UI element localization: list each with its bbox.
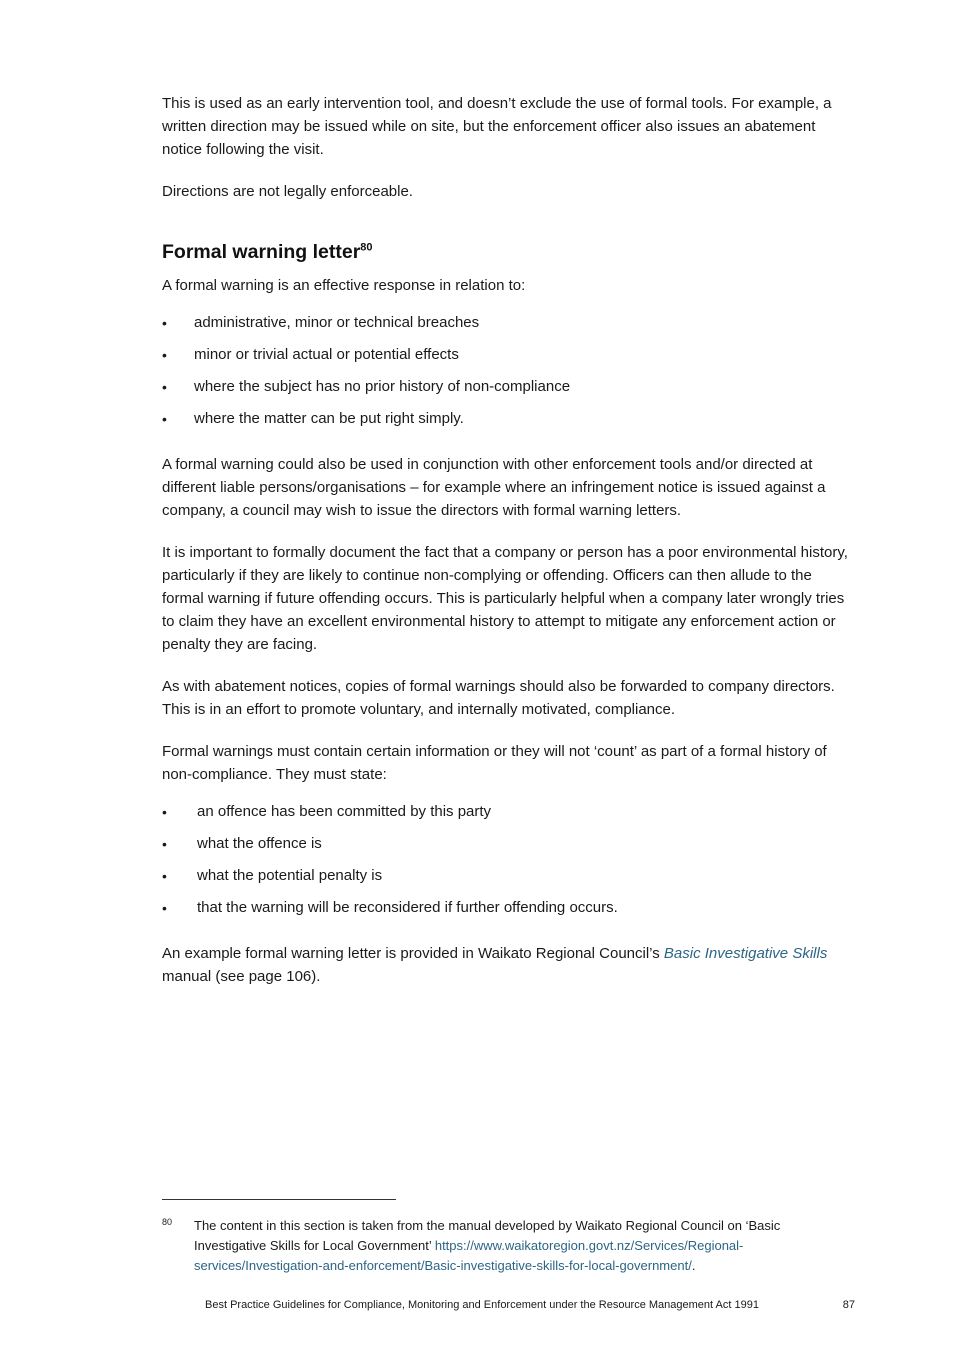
history-paragraph: It is important to formally document the fact that a company or person has a poor environmental history, particularly if they are likely to continue non-complying or offending. Officers can then allude to the formal warning if future offending occurs. This is particularly helpful when a company later wrongly tries to claim they have an excellent environmental history to attempt to mitigate any enforcement action or penalty they are facing. <box>162 544 848 653</box>
list-item: • minor or trivial actual or potential effects <box>162 339 852 371</box>
requirements-paragraph: Formal warnings must contain certain information or they will not ‘count’ as part of a formal history of non-compliance. They must state: <box>162 743 827 783</box>
example-paragraph: An example formal warning letter is provided in Waikato Regional Council’s Basic Investigative Skills manual (see page 106). <box>162 945 828 985</box>
manual-link[interactable]: Basic Investigative Skills <box>663 945 828 962</box>
requirements-list <box>162 796 852 924</box>
footnote-divider <box>162 1199 396 1200</box>
lead-paragraph: A formal warning is an effective response in relation to: <box>162 277 526 294</box>
bullet-icon: • <box>162 347 167 363</box>
bullet-icon: • <box>162 900 167 916</box>
list-item: • where the matter can be put right simply. <box>162 403 852 435</box>
section-heading-text: Formal warning letter <box>162 241 361 263</box>
page-number: 87 <box>842 1299 855 1311</box>
bullet-icon: • <box>162 379 167 395</box>
bullet-icon: • <box>162 836 167 852</box>
list-item: • what the offence is <box>162 828 852 860</box>
bullet-icon: • <box>162 315 167 331</box>
bullet-icon: • <box>162 411 167 427</box>
footnote <box>162 1216 852 1276</box>
directions-note: Directions are not legally enforceable. <box>162 183 413 200</box>
list-item: • that the warning will be reconsidered if further offending occurs. <box>162 892 852 924</box>
list-item: • administrative, minor or technical breaches <box>162 307 852 339</box>
footnote-reference[interactable]: 80 <box>360 241 373 254</box>
list-item: • what the potential penalty is <box>162 860 852 892</box>
abatement-paragraph: As with abatement notices, copies of formal warnings should also be forwarded to company directors. This is in an effort to promote voluntary, and internally motivated, compliance. <box>162 678 835 718</box>
footnote-url-link[interactable]: https://www.waikatoregion.govt.nz/Services/Regional-services/Investigation-and-enforcement/Basic-investigative-skills-for-local-government/ <box>194 1238 744 1273</box>
list-item: • where the subject has no prior history of non-compliance <box>162 371 852 403</box>
list-item: • an offence has been committed by this party <box>162 796 852 828</box>
footnote-number: 80 <box>162 1217 173 1227</box>
document-body <box>162 92 852 1007</box>
bullet-icon: • <box>162 804 167 820</box>
section-heading <box>162 239 852 265</box>
bullet-icon: • <box>162 868 167 884</box>
footnote-text: The content in this section is taken from the manual developed by Waikato Regional Council on ‘Basic Investigative Skills for Local Government’ https://www.waikatoregion.govt.nz/Services/Regional-services/Investigation-and-enforcement/Basic-investigative-skills-for-local-government/. <box>194 1218 781 1273</box>
effective-response-list <box>162 307 852 435</box>
footer-title: Best Practice Guidelines for Compliance, Monitoring and Enforcement under the Resource Management Act 1991 <box>205 1299 759 1311</box>
intro-paragraph: This is used as an early intervention tool, and doesn’t exclude the use of formal tools. For example, a written direction may be issued while on site, but the enforcement officer also issues an abatement notice following the visit. <box>162 95 832 158</box>
conjunction-paragraph: A formal warning could also be used in conjunction with other enforcement tools and/or directed at different liable persons/organisations – for example where an infringement notice is issued against a company, a council may wish to issue the directors with formal warning letters. <box>162 456 826 519</box>
